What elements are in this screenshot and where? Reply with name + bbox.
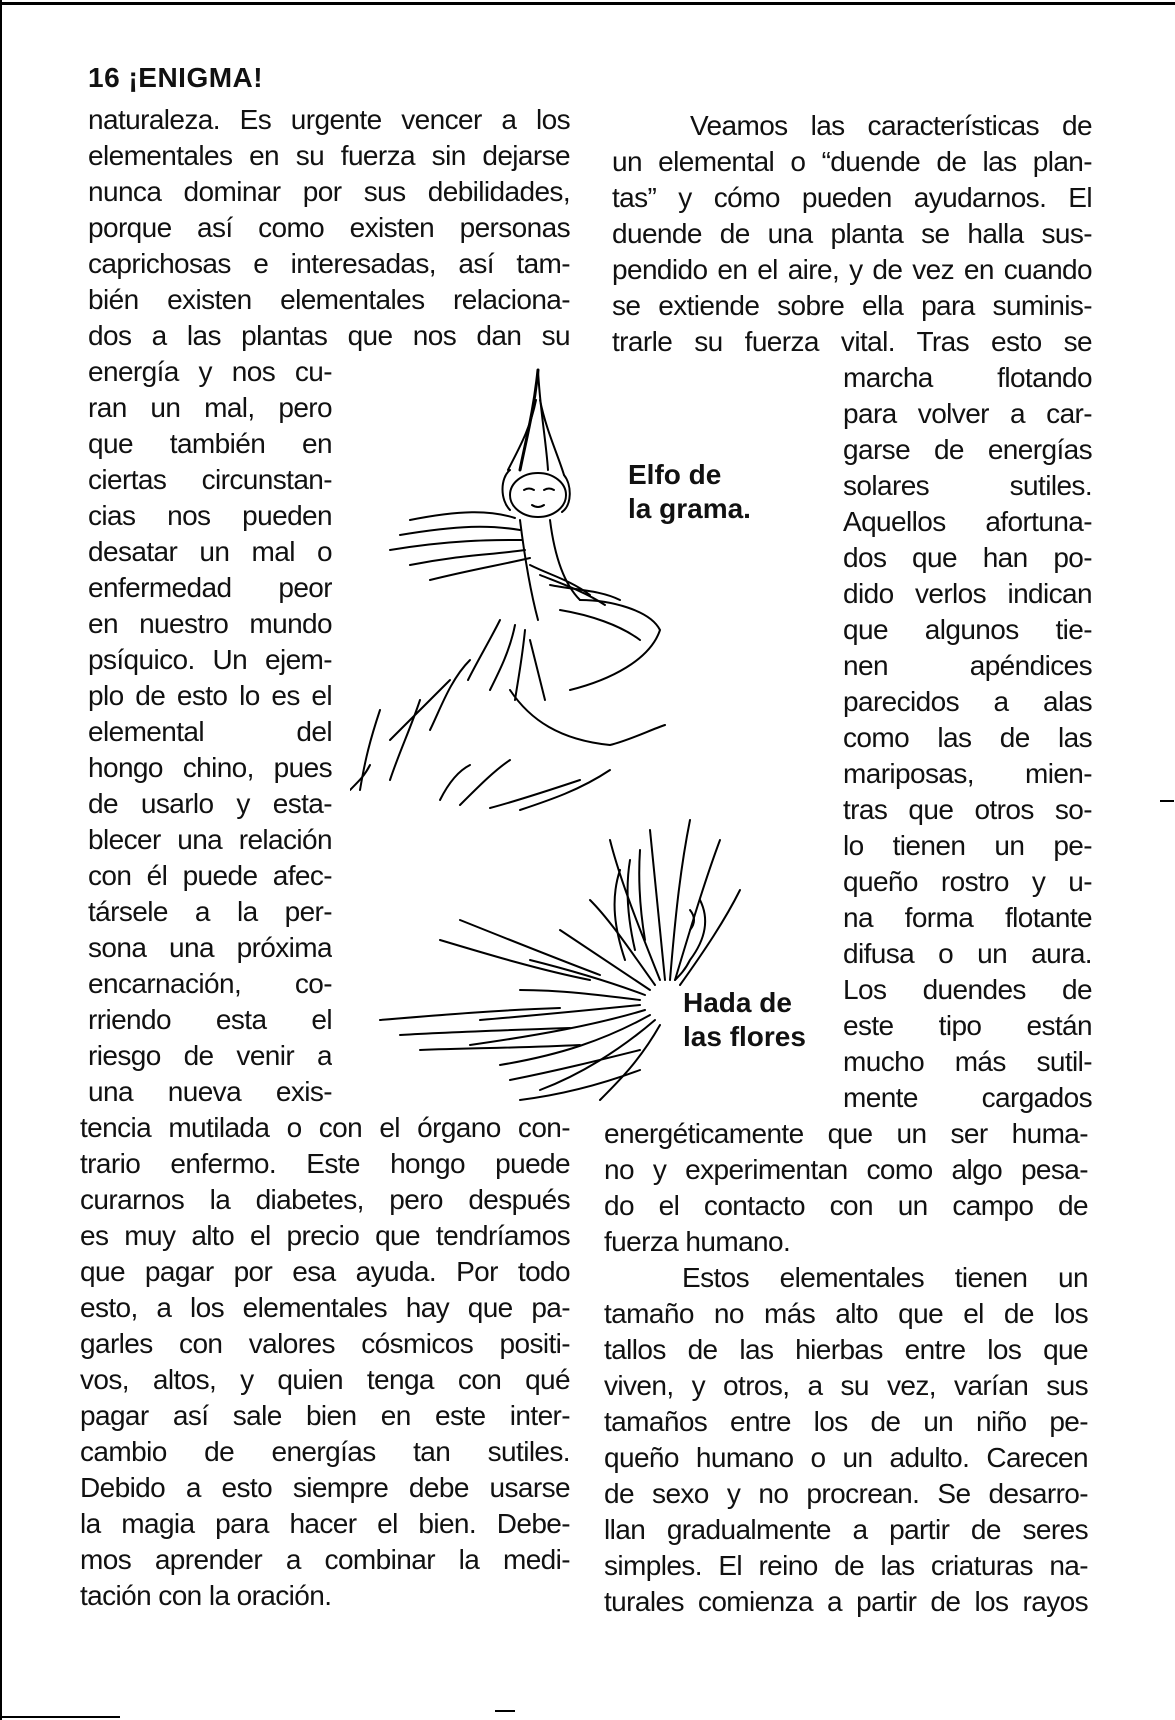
magazine-title: ¡ENIGMA!	[128, 62, 264, 93]
text-line: energéticamente que un ser huma-	[604, 1118, 1088, 1149]
caption-line: la grama.	[628, 493, 751, 524]
text-line: trario enfermo. Este hongo puede	[80, 1148, 570, 1179]
text-line: una nueva exis-	[88, 1076, 332, 1107]
text-line: tras que otros so-	[843, 794, 1092, 825]
page-number: 16	[88, 62, 121, 93]
text-line: pagar así sale bien en este inter-	[80, 1400, 570, 1431]
text-line: difusa o un aura.	[843, 938, 1092, 969]
text-line: cambio de energías tan sutiles.	[80, 1436, 570, 1467]
text-line: con él puede afec-	[88, 860, 332, 891]
text-line: naturaleza. Es urgente vencer a los	[88, 104, 570, 135]
text-line: que algunos tie-	[843, 614, 1092, 645]
text-line: trarle su fuerza vital. Tras esto se	[612, 326, 1092, 357]
text-line: dos a las plantas que nos dan su	[88, 320, 570, 351]
text-line: garse de energías	[843, 434, 1092, 465]
text-line: marcha flotando	[843, 362, 1092, 393]
fairy-illustration	[360, 780, 780, 1110]
text-line: caprichosas e interesadas, así tam-	[88, 248, 570, 279]
text-line: tas” y cómo pueden ayudarnos. El	[612, 182, 1092, 213]
text-line: para volver a car-	[843, 398, 1092, 429]
text-line: energía y nos cu-	[88, 356, 332, 387]
text-line: parecidos a alas	[843, 686, 1092, 717]
text-line: dido verlos indican	[843, 578, 1092, 609]
text-line: tación con la oración.	[80, 1580, 332, 1611]
page-left-edge	[0, 0, 2, 1720]
text-line: tamaño no más alto que el de los	[604, 1298, 1088, 1329]
text-line: llan gradualmente a partir de seres	[604, 1514, 1088, 1545]
text-line: psíquico. Un ejem-	[88, 644, 332, 675]
text-line: de usarlo y esta-	[88, 788, 332, 819]
page-header	[88, 62, 263, 94]
text-line: enfermedad peor	[88, 572, 332, 603]
text-line: plo de esto lo es el	[88, 680, 332, 711]
text-line: no y experimentan como algo pesa-	[604, 1154, 1088, 1185]
text-line: társele a la per-	[88, 896, 332, 927]
text-line: hongo chino, pues	[88, 752, 332, 783]
text-line: simples. El reino de las criaturas na-	[604, 1550, 1088, 1581]
text-line: porque así como existen personas	[88, 212, 570, 243]
text-line: duende de una planta se halla sus-	[612, 218, 1092, 249]
page-bottom-edge	[0, 1716, 120, 1718]
text-line: turales comienza a partir de los rayos	[604, 1586, 1088, 1617]
text-line: dos que han po-	[843, 542, 1092, 573]
text-line: Debido a esto siempre debe usarse	[80, 1472, 570, 1503]
text-line: este tipo están	[843, 1010, 1092, 1041]
text-line: nunca dominar por sus debilidades,	[88, 176, 570, 207]
text-line: que pagar por esa ayuda. Por todo	[80, 1256, 570, 1287]
page-top-edge	[0, 2, 1175, 5]
text-line: fuerza humano.	[604, 1226, 791, 1257]
text-line: riesgo de venir a	[88, 1040, 332, 1071]
text-line: Veamos las características de	[690, 110, 1092, 141]
text-line: de sexo y no procrean. Se desarro-	[604, 1478, 1088, 1509]
text-line: desatar un mal o	[88, 536, 332, 567]
text-line: bién existen elementales relaciona-	[88, 284, 570, 315]
text-line: queño rostro y u-	[843, 866, 1092, 897]
text-line: garles con valores cósmicos positi-	[80, 1328, 570, 1359]
caption-line: Elfo de	[628, 459, 722, 490]
text-line: curarnos la diabetes, pero después	[80, 1184, 570, 1215]
text-line: mente cargados	[843, 1082, 1092, 1113]
caption-line: las flores	[683, 1021, 806, 1052]
text-line: lo tienen un pe-	[843, 830, 1092, 861]
text-line: mariposas, mien-	[843, 758, 1092, 789]
text-line: viven, y otros, a su vez, varían sus	[604, 1370, 1088, 1401]
text-line: pendido en el aire, y de vez en cuando	[612, 254, 1092, 285]
text-line: blecer una relación	[88, 824, 332, 855]
text-line: esto, a los elementales hay que pa-	[80, 1292, 570, 1323]
text-line: nen apéndices	[843, 650, 1092, 681]
text-line: ciertas circunstan-	[88, 464, 332, 495]
text-line: la magia para hacer el bien. Debe-	[80, 1508, 570, 1539]
text-line: sona una próxima	[88, 932, 332, 963]
text-line: en nuestro mundo	[88, 608, 332, 639]
text-line: rriendo esta el	[88, 1004, 332, 1035]
text-line: vos, altos, y quien tenga con qué	[80, 1364, 570, 1395]
text-line: do el contacto con un campo de	[604, 1190, 1088, 1221]
elf-illustration	[350, 360, 680, 820]
text-line: Estos elementales tienen un	[682, 1262, 1088, 1293]
caption-line: Hada de	[683, 987, 792, 1018]
text-line: elemental del	[88, 716, 332, 747]
text-line: es muy alto el precio que tendríamos	[80, 1220, 570, 1251]
text-line: cias nos pueden	[88, 500, 332, 531]
text-line: tamaños entre los de un niño pe-	[604, 1406, 1088, 1437]
text-line: Los duendes de	[843, 974, 1092, 1005]
text-line: como las de las	[843, 722, 1092, 753]
text-line: mos aprender a combinar la medi-	[80, 1544, 570, 1575]
text-line: encarnación, co-	[88, 968, 332, 999]
text-line: elementales en su fuerza sin dejarse	[88, 140, 570, 171]
text-line: que también en	[88, 428, 332, 459]
text-line: tencia mutilada o con el órgano con-	[80, 1112, 570, 1143]
text-line: un elemental o “duende de las plan-	[612, 146, 1092, 177]
margin-tick	[1160, 800, 1174, 802]
text-line: queño humano o un adulto. Carecen	[604, 1442, 1088, 1473]
text-line: Aquellos afortuna-	[843, 506, 1092, 537]
text-line: ran un mal, pero	[88, 392, 332, 423]
text-line: solares sutiles.	[843, 470, 1092, 501]
text-line: tallos de las hierbas entre los que	[604, 1334, 1088, 1365]
text-line: mucho más sutil-	[843, 1046, 1092, 1077]
text-line: se extiende sobre ella para suminis-	[612, 290, 1092, 321]
text-line: na forma flotante	[843, 902, 1092, 933]
margin-tick	[495, 1710, 515, 1712]
